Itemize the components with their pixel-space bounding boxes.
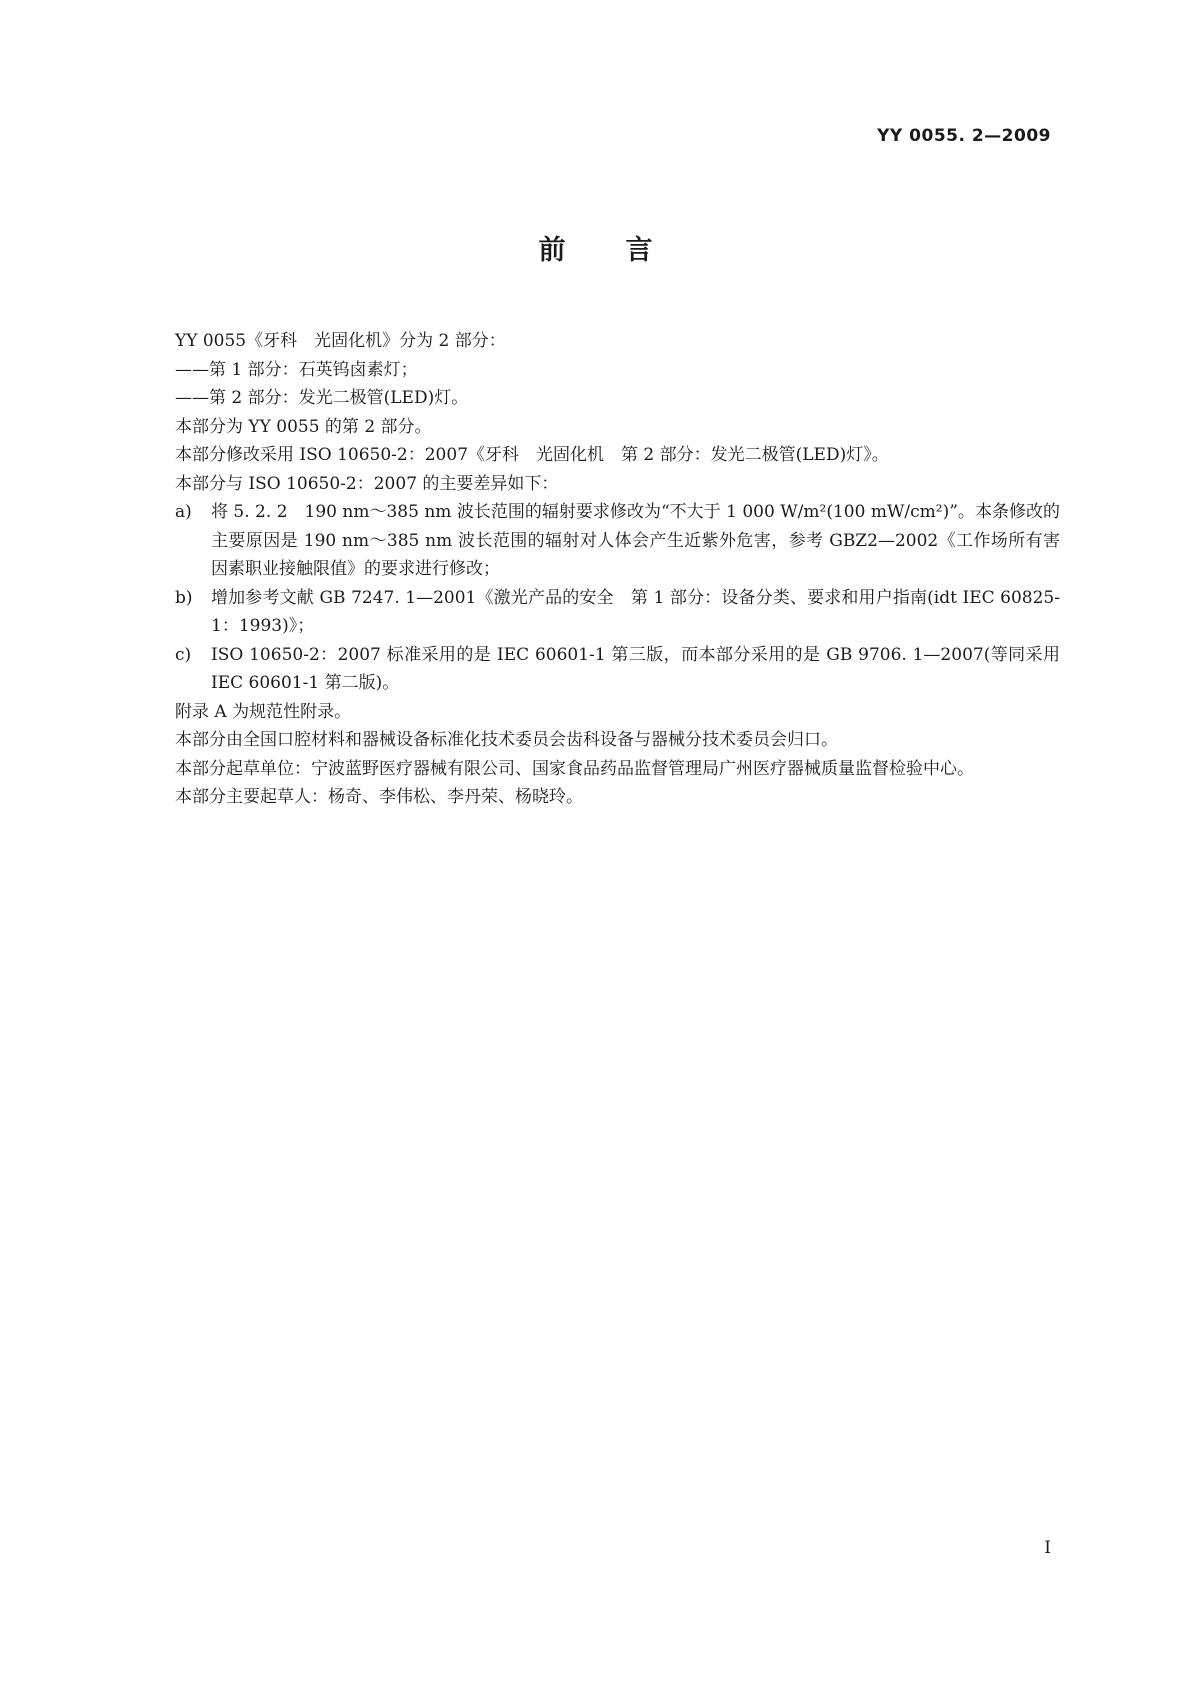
appendix-paragraph: 附录 A 为规范性附录。 xyxy=(175,701,352,722)
list-marker: b) xyxy=(175,587,193,608)
intro-paragraph: YY 0055《牙科 光固化机》分为 2 部分： xyxy=(175,331,506,351)
difference-text: 将 5. 2. 2 190 nm～385 nm 波长范围的辐射要求修改为“不大于 1 000 W/m²(100 mW/cm²)”。本条修改的主要原因是 190 nm～385 nm 波长范围的辐射对人体会产生近紫外危害，参考 GBZ2—2002《工作场所有害因素职业接触限值》的要求进行修改； xyxy=(211,502,1060,579)
difference-item-a xyxy=(125,498,1060,584)
list-marker: c) xyxy=(175,644,192,665)
difference-text: ISO 10650-2：2007 标准采用的是 IEC 60601-1 第三版，而本部分采用的是 GB 9706. 1—2007(等同采用 IEC 60601-1 第二版)。 xyxy=(211,644,1060,693)
standard-code: YY 0055. 2—2009 xyxy=(877,126,1051,146)
part2-line: ——第 2 部分：发光二极管(LED)灯。 xyxy=(175,388,469,408)
difference-item-c xyxy=(125,641,1060,698)
this-part-paragraph: 本部分为 YY 0055 的第 2 部分。 xyxy=(175,416,432,437)
foreword-body xyxy=(125,327,1060,812)
part1-line: ——第 1 部分：石英钨卤素灯； xyxy=(175,359,418,380)
drafting-units-paragraph: 本部分起草单位：宁波蓝野医疗器械有限公司、国家食品药品监督管理局广州医疗器械质量监督检验中心。 xyxy=(175,758,974,779)
differences-intro: 本部分与 ISO 10650-2：2007 的主要差异如下： xyxy=(175,473,559,494)
page-title: 前言 xyxy=(538,235,713,266)
list-marker: a) xyxy=(175,502,192,522)
modified-adoption-paragraph: 本部分修改采用 ISO 10650-2：2007《牙科 光固化机 第 2 部分：发光二极管(LED)灯》。 xyxy=(175,445,889,465)
page-number: I xyxy=(1044,1538,1051,1558)
difference-item-b xyxy=(125,584,1060,641)
committee-paragraph: 本部分由全国口腔材料和器械设备标准化技术委员会齿科设备与器械分技术委员会归口。 xyxy=(175,730,838,750)
difference-text: 增加参考文献 GB 7247. 1—2001《激光产品的安全 第 1 部分：设备分类、要求和用户指南(idt IEC 60825-1：1993)》； xyxy=(211,587,1060,636)
drafters-paragraph: 本部分主要起草人：杨奇、李伟松、李丹荣、杨晓玲。 xyxy=(175,787,583,807)
